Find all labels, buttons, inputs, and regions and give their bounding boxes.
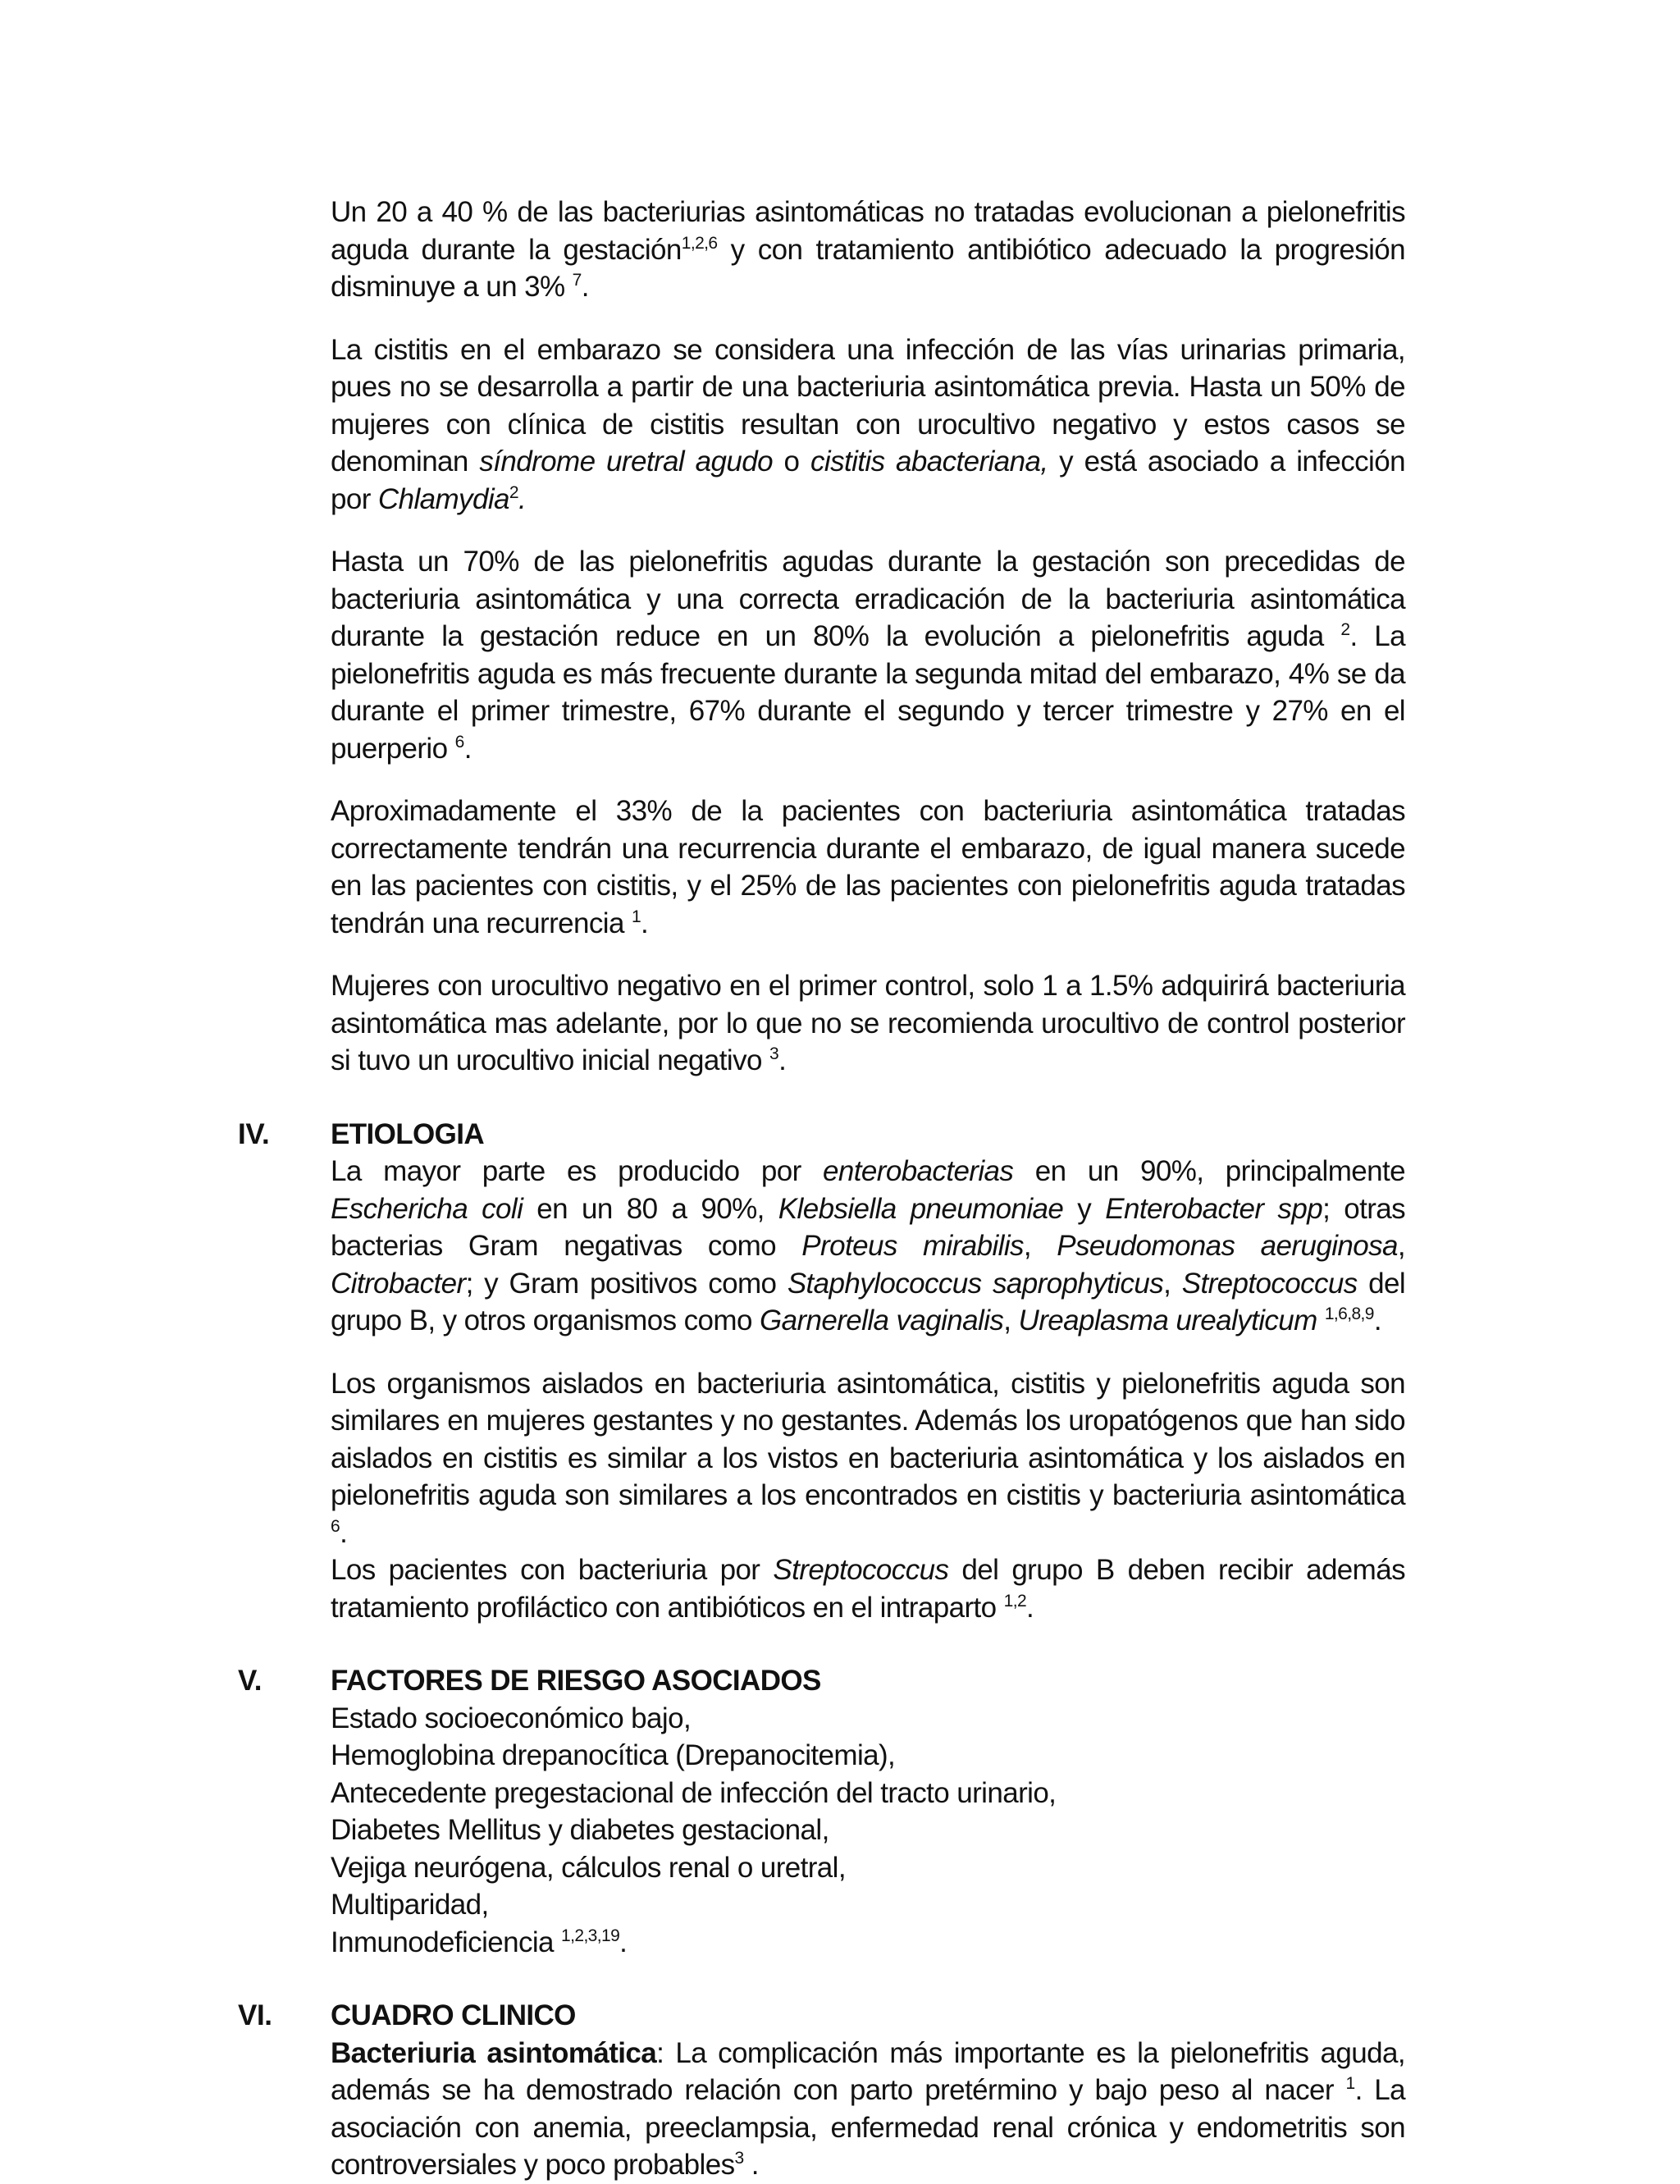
text-run: . La asociación con anemia, preeclampsia, enfermedad renal crónica y endometritis son controversiales y poco probables (331, 2074, 1405, 2181)
text-run: . (518, 482, 527, 515)
reference-superscript: 3 (734, 2149, 744, 2168)
list-item: Diabetes Mellitus y diabetes gestacional, (331, 1814, 829, 1846)
italic-term: Ureaplasma urealyticum (1018, 1304, 1317, 1336)
list-item: Hemoglobina drepanocítica (Drepanocitemia), (331, 1739, 896, 1771)
text-run: en un 90%, principalmente (1013, 1155, 1405, 1187)
section-heading: FACTORES DE RIESGO ASOCIADOS (331, 1665, 821, 1697)
italic-term: síndrome uretral agudo (479, 445, 773, 477)
paragraph-organismos (331, 1365, 1405, 1627)
section-number: V. (238, 1665, 262, 1697)
text-run: Mujeres con urocultivo negativo en el primer control, solo 1 a 1.5% adquirirá bacteriuria asintomática mas adelante, por lo que no se recomienda urocultivo de control posterior si tuvo un urocultivo inicial negativo (331, 970, 1405, 1076)
text-run: en un 80 a 90%, (523, 1192, 778, 1225)
section-number: IV. (238, 1117, 270, 1150)
reference-superscript: 6 (331, 1516, 340, 1536)
reference-superscript: 1 (631, 907, 641, 926)
text-run: y está asociado a infección por (331, 445, 1405, 515)
list-item: Multiparidad, (331, 1889, 489, 1921)
text-run: y (1063, 1192, 1106, 1225)
italic-term: Pseudomonas aeruginosa (1057, 1230, 1398, 1262)
section-cuadro-clinico (238, 1997, 1405, 2184)
text-run: . (581, 271, 589, 303)
text-run: . (1026, 1591, 1034, 1624)
italic-term: Eschericha coli (331, 1192, 523, 1225)
reference-superscript: 2 (509, 482, 518, 502)
text-run: , (1003, 1304, 1019, 1336)
reference-superscript: 1 (1345, 2074, 1355, 2093)
section-number: VI. (238, 1999, 272, 2031)
italic-term: Citrobacter (331, 1267, 466, 1300)
text-run: : La complicación más importante es la pielonefritis aguda, además se ha demostrado relación con parto pretérmino y bajo peso al nacer (331, 2036, 1405, 2106)
reference-superscript: 1,2 (1003, 1591, 1027, 1611)
italic-term: Klebsiella pneumoniae (778, 1192, 1064, 1225)
text-run: . La pielonefritis aguda es más frecuente durante la segunda mitad del embarazo, 4% se da durante el primer trimestre, 67% durante el segundo y tercer trimestre y 27% en el puerperio (331, 620, 1405, 765)
section-factores-riesgo (238, 1662, 1405, 1961)
italic-term: Streptococcus (773, 1554, 949, 1586)
paragraph-bacteriuria (331, 2035, 1405, 2184)
list-item: Antecedente pregestacional de infección del tracto urinario, (331, 1776, 1057, 1809)
text-run: , (1397, 1230, 1405, 1262)
list-item: Estado socioeconómico bajo, (331, 1702, 692, 1734)
italic-term: Proteus mirabilis (801, 1230, 1024, 1262)
paragraph-pielonefritis (331, 543, 1405, 767)
text-run: ; y Gram positivos como (465, 1267, 788, 1300)
text-run: . (641, 907, 649, 939)
italic-term: Staphylococcus saprophyticus (787, 1267, 1164, 1300)
paragraph-recurrencia (331, 793, 1405, 942)
text-run: . (619, 1926, 628, 1958)
text-run: Inmunodeficiencia (331, 1926, 562, 1958)
text-run: La mayor parte es producido por (331, 1155, 824, 1187)
reference-superscript: 2 (1340, 620, 1350, 639)
text-run: o (772, 445, 810, 477)
paragraph-cistitis (331, 331, 1405, 519)
text-run: y con tratamiento antibiótico adecuado la progresión disminuye a un 3% (331, 233, 1405, 303)
section-heading: CUADRO CLINICO (331, 1999, 576, 2031)
section-etiologia (238, 1116, 1406, 1627)
text-run: ; otras bacterias Gram negativas como (331, 1192, 1406, 1262)
text-run: La cistitis en el embarazo se considera una infección de las vías urinarias primaria, pues no se desarrolla a partir de una bacteriuria asintomática previa. Hasta un 50% de mujeres con clínica de cistitis resultan con urocultivo negativo y estos casos se denominan (331, 333, 1405, 477)
reference-superscript: 1,6,8,9 (1324, 1304, 1374, 1323)
text-run: Los organismos aislados en bacteriuria asintomática, cistitis y pielonefritis aguda son similares en mujeres gestantes y no gestantes. Además los uropatógenos que han sido aislados en cistitis es similar a los vistos en bacteriuria asintomática y los aislados en pielonefritis aguda son similares a los encontrados en cistitis y bacteriuria asintomática (331, 1367, 1405, 1511)
reference-superscript: 1,2,6 (681, 233, 718, 253)
text-run: . (340, 1516, 348, 1549)
list-item (331, 1924, 1405, 1962)
text-run: , (1023, 1230, 1057, 1262)
text-run: . (778, 1044, 787, 1076)
text-run: Aproximadamente el 33% de la pacientes con bacteriuria asintomática tratadas correctamente tendrán una recurrencia durante el embarazo, de igual manera sucede en las pacientes con cistitis, y el 25% de las pacientes con pielonefritis aguda tratadas tendrán una recurrencia (331, 795, 1405, 939)
text-run: Un 20 a 40 % de las bacteriurias asintomáticas no tratadas evolucionan a pielonefritis aguda durante la gestación (331, 196, 1405, 266)
reference-superscript: 7 (572, 271, 582, 290)
bold-term: Bacteriuria asintomática (331, 2036, 657, 2069)
italic-term: cistitis abacteriana, (810, 445, 1048, 477)
text-run: Hasta un 70% de las pielonefritis agudas durante la gestación son precedidas de bacteriuria asintomática y una correcta erradicación de la bacteriuria asintomática durante la gestación reduce en un 80% la evolución a pielonefritis aguda (331, 546, 1405, 652)
section-heading: ETIOLOGIA (331, 1117, 485, 1150)
italic-term: Chlamydia (377, 482, 509, 515)
text-run (1317, 1304, 1325, 1336)
italic-term: Streptococcus (1181, 1267, 1358, 1300)
document-body (238, 194, 1406, 2184)
paragraph-urocultivo (331, 967, 1405, 1080)
paragraph-progression (331, 194, 1405, 306)
reference-superscript: 6 (454, 732, 464, 752)
text-run: Los pacientes con bacteriuria por (331, 1554, 774, 1586)
text-run: . (743, 2149, 759, 2181)
text-run: del grupo B, y otros organismos como (331, 1267, 1406, 1336)
italic-term: enterobacterias (823, 1155, 1014, 1187)
italic-term: Enterobacter spp (1105, 1192, 1323, 1225)
reference-superscript: 3 (769, 1044, 779, 1063)
paragraph-etiologia (331, 1153, 1405, 1340)
text-run: . (463, 732, 472, 765)
italic-term: Garnerella vaginalis (759, 1304, 1004, 1336)
text-run: , (1163, 1267, 1182, 1300)
text-run: del grupo B deben recibir además tratamiento profiláctico con antibióticos en el intraparto (331, 1554, 1405, 1624)
text-run: . (1373, 1304, 1381, 1336)
list-item: Vejiga neurógena, cálculos renal o uretral, (331, 1851, 846, 1884)
reference-superscript: 1,2,3,19 (561, 1926, 620, 1945)
